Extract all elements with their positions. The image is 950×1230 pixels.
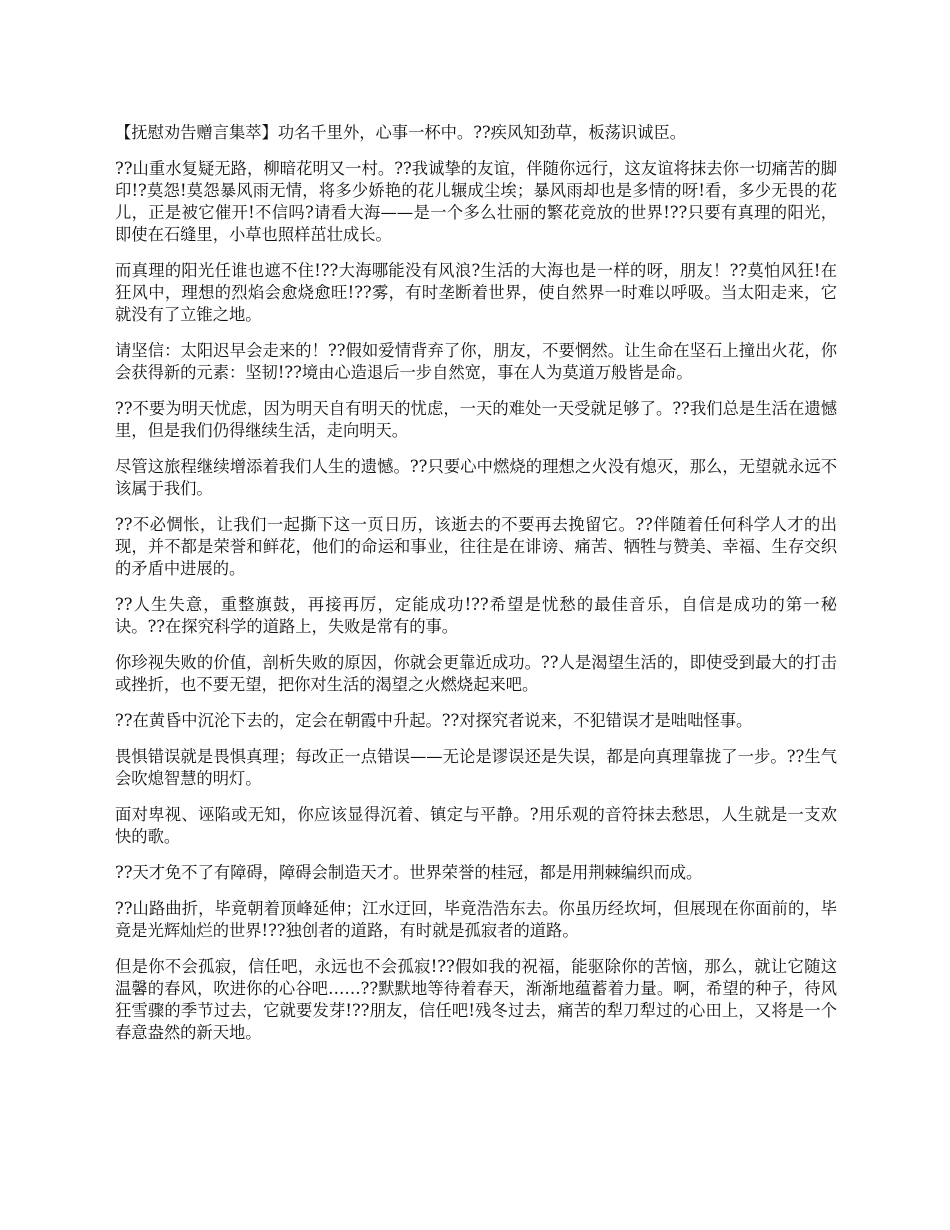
paragraph: 畏惧错误就是畏惧真理；每改正一点错误——无论是谬误还是失误，都是向真理靠拢了一步。??生气会吹熄智慧的明灯。 <box>115 747 837 788</box>
paragraph: 而真理的阳光任谁也遮不住!??大海哪能没有风浪?生活的大海也是一样的呀，朋友！??莫怕风狂!在狂风中，理想的烈焰会愈烧愈旺!??雾，有时垄断着世界，使自然界一时难以呼吸。当太阳走来，它就没有了立锥之地。 <box>115 261 837 324</box>
paragraph: 尽管这旅程继续增添着我们人生的遗憾。??只要心中燃烧的理想之火没有熄灭，那么，无望就永远不该属于我们。 <box>115 457 837 498</box>
paragraph: ??在黄昏中沉沦下去的，定会在朝霞中升起。??对探究者说来，不犯错误才是咄咄怪事。 <box>115 711 753 730</box>
paragraph: 但是你不会孤寂，信任吧，永远也不会孤寂!??假如我的祝福，能驱除你的苦恼，那么，就让它随这温馨的春风，吹进你的心谷吧……??默默地等待着春天，渐渐地蕴蓄着力量。啊，希望的种子，待风狂雪骤的季节过去，它就要发芽!??朋友，信任吧!残冬过去，痛苦的犁刀犁过的心田上，又将是一个春意盎然的新天地。 <box>115 957 837 1042</box>
paragraph: 【抚慰劝告赠言集萃】功名千里外，心事一杯中。??疾风知劲草，板荡识诚臣。 <box>115 123 687 142</box>
paragraph: ??不要为明天忧虑，因为明天自有明天的忧虑，一天的难处一天受就足够了。??我们总是生活在遗憾里，但是我们仍得继续生活，走向明天。 <box>115 399 837 440</box>
paragraph: ??天才免不了有障碍，障碍会制造天才。世界荣誉的桂冠，都是用荆棘编织而成。 <box>115 863 703 882</box>
paragraph: 面对卑视、诬陷或无知，你应该显得沉着、镇定与平静。?用乐观的音符抹去愁思，人生就是一支欢快的歌。 <box>115 805 837 846</box>
paragraph: 你珍视失败的价值，剖析失败的原因，你就会更靠近成功。??人是渴望生活的，即使受到最大的打击或挫折，也不要无望，把你对生活的渴望之火燃烧起来吧。 <box>115 653 837 694</box>
document-page <box>115 122 837 1058</box>
paragraph: ??不必惆怅，让我们一起撕下这一页日历，该逝去的不要再去挽留它。??伴随着任何科学人才的出现，并不都是荣誉和鲜花，他们的命运和事业，往往是在诽谤、痛苦、牺牲与赞美、幸福、生存交织的矛盾中进展的。 <box>115 515 837 578</box>
paragraph: ??山重水复疑无路，柳暗花明又一村。??我诚挚的友谊，伴随你远行，这友谊将抹去你一切痛苦的脚印!?莫怨!莫怨暴风雨无情，将多少娇艳的花儿辗成尘埃；暴风雨却也是多情的呀!看，多少无畏的花儿，正是被它催开!不信吗?请看大海——是一个多么壮丽的繁花竞放的世界!??只要有真理的阳光，即使在石缝里，小草也照样茁壮成长。 <box>115 159 837 244</box>
paragraph: ??人生失意，重整旗鼓，再接再厉，定能成功!??希望是忧愁的最佳音乐，自信是成功的第一秘诀。??在探究科学的道路上，失败是常有的事。 <box>115 595 837 636</box>
paragraph: 请坚信：太阳迟早会走来的！??假如爱情背弃了你，朋友，不要惘然。让生命在坚石上撞出火花，你会获得新的元素：坚韧!??境由心造退后一步自然宽，事在人为莫道万般皆是命。 <box>115 341 837 382</box>
paragraph: ??山路曲折，毕竟朝着顶峰延伸；江水迂回，毕竟浩浩东去。你虽历经坎坷，但展现在你面前的，毕竟是光辉灿烂的世界!??独创者的道路，有时就是孤寂者的道路。 <box>115 899 837 940</box>
